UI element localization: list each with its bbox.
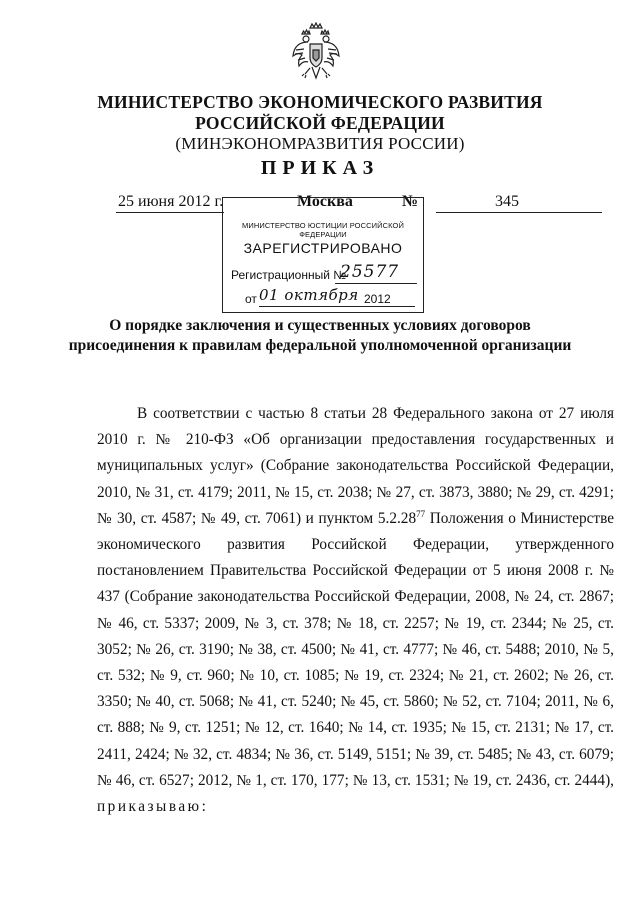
- stamp-date-underline: [259, 306, 415, 307]
- preamble-text-part-2: Положения о Министерстве экономического развития Российской Федерации, утвержденного постановлением Правительства Российской Федерации от 5 июня 2008 г. № 437 (Собрание законодательства Российской Федерации, 2008, № 24, ст. 2867; № 46, ст. 5337; 2009, № 3, ст. 378; № 18, ст. 2257; № 19, ст. 2344; № 25, ст. 3052; № 26, ст. 3190; № 38, ст. 4500; № 41, ст. 4777; № 46, ст. 5488; 2010, № 5, ст. 532; № 9, ст. 960; № 10, ст. 1085; № 19, ст. 2324; № 21, ст. 2602; № 26, ст. 3350; № 40, ст. 5068; № 41, ст. 5240; № 45, ст. 5860; № 52, ст. 7104; 2011, № 6, ст. 888; № 9, ст. 1251; № 12, ст. 1640; № 14, ст. 1935; № 15, ст. 2131; № 17, ст. 2411, 2424; № 32, ст. 4834; № 36, ст. 5149, 5151; № 39, ст. 5485; № 43, ст. 6079; № 46, ст. 6527; 2012, № 1, ст. 170, 177; № 13, ст. 1531; № 19, ст. 2436, ст. 2444),: [97, 509, 614, 789]
- stamp-reg-number-label: Регистрационный №: [231, 268, 347, 282]
- order-preamble: [97, 401, 614, 820]
- stamp-date-year: 2012: [364, 292, 391, 306]
- stamp-date-label: от: [245, 292, 257, 306]
- ministry-name-line-1: МИНИСТЕРСТВО ЭКОНОМИЧЕСКОГО РАЗВИТИЯ: [97, 92, 543, 112]
- clause-superscript: 77: [416, 508, 426, 519]
- document-type-title: ПРИКАЗ: [260, 157, 380, 179]
- order-city: Москва: [297, 193, 353, 210]
- stamp-organization: МИНИСТЕРСТВО ЮСТИЦИИ РОССИЙСКОЙ ФЕДЕРАЦИИ: [242, 221, 404, 239]
- ministry-short-name: (МИНЭКОНОМРАЗВИТИЯ РОССИИ): [175, 134, 465, 153]
- order-number-sign: №: [402, 193, 419, 210]
- stamp-date-handwritten: 01 октября: [259, 286, 359, 304]
- registration-stamp: [222, 197, 424, 313]
- order-number: 345: [495, 193, 519, 210]
- stamp-reg-number-handwritten: 25577: [340, 262, 400, 282]
- ministry-name-line-2: РОССИЙСКОЙ ФЕДЕРАЦИИ: [195, 113, 445, 133]
- date-underline: [116, 212, 224, 213]
- order-subject-line-1: О порядке заключения и существенных условиях договоров: [109, 317, 531, 334]
- stamp-reg-number-underline: [335, 283, 417, 284]
- order-word: приказываю:: [97, 798, 209, 816]
- preamble-text-part-1: В соответствии с частью 8 статьи 28 Федерального закона от 27 июля 2010 г. № 210-ФЗ «Об организации предоставления государственных и муниципальных услуг» (Собрание законодательства Российской Федерации, 2010, № 31, ст. 4179; 2011, № 15, ст. 2038; № 27, ст. 3873, 3880; № 29, ст. 4291; № 30, ст. 4587; № 49, ст. 7061) и пунктом 5.2.28: [97, 405, 614, 527]
- order-number-underline: [436, 212, 602, 213]
- stamp-status: ЗАРЕГИСТРИРОВАНО: [243, 240, 403, 256]
- order-date: 25 июня 2012 г.: [118, 193, 224, 210]
- coat-of-arms-icon: [290, 22, 342, 84]
- order-subject-line-2: присоединения к правилам федеральной уполномоченной организации: [68, 337, 572, 354]
